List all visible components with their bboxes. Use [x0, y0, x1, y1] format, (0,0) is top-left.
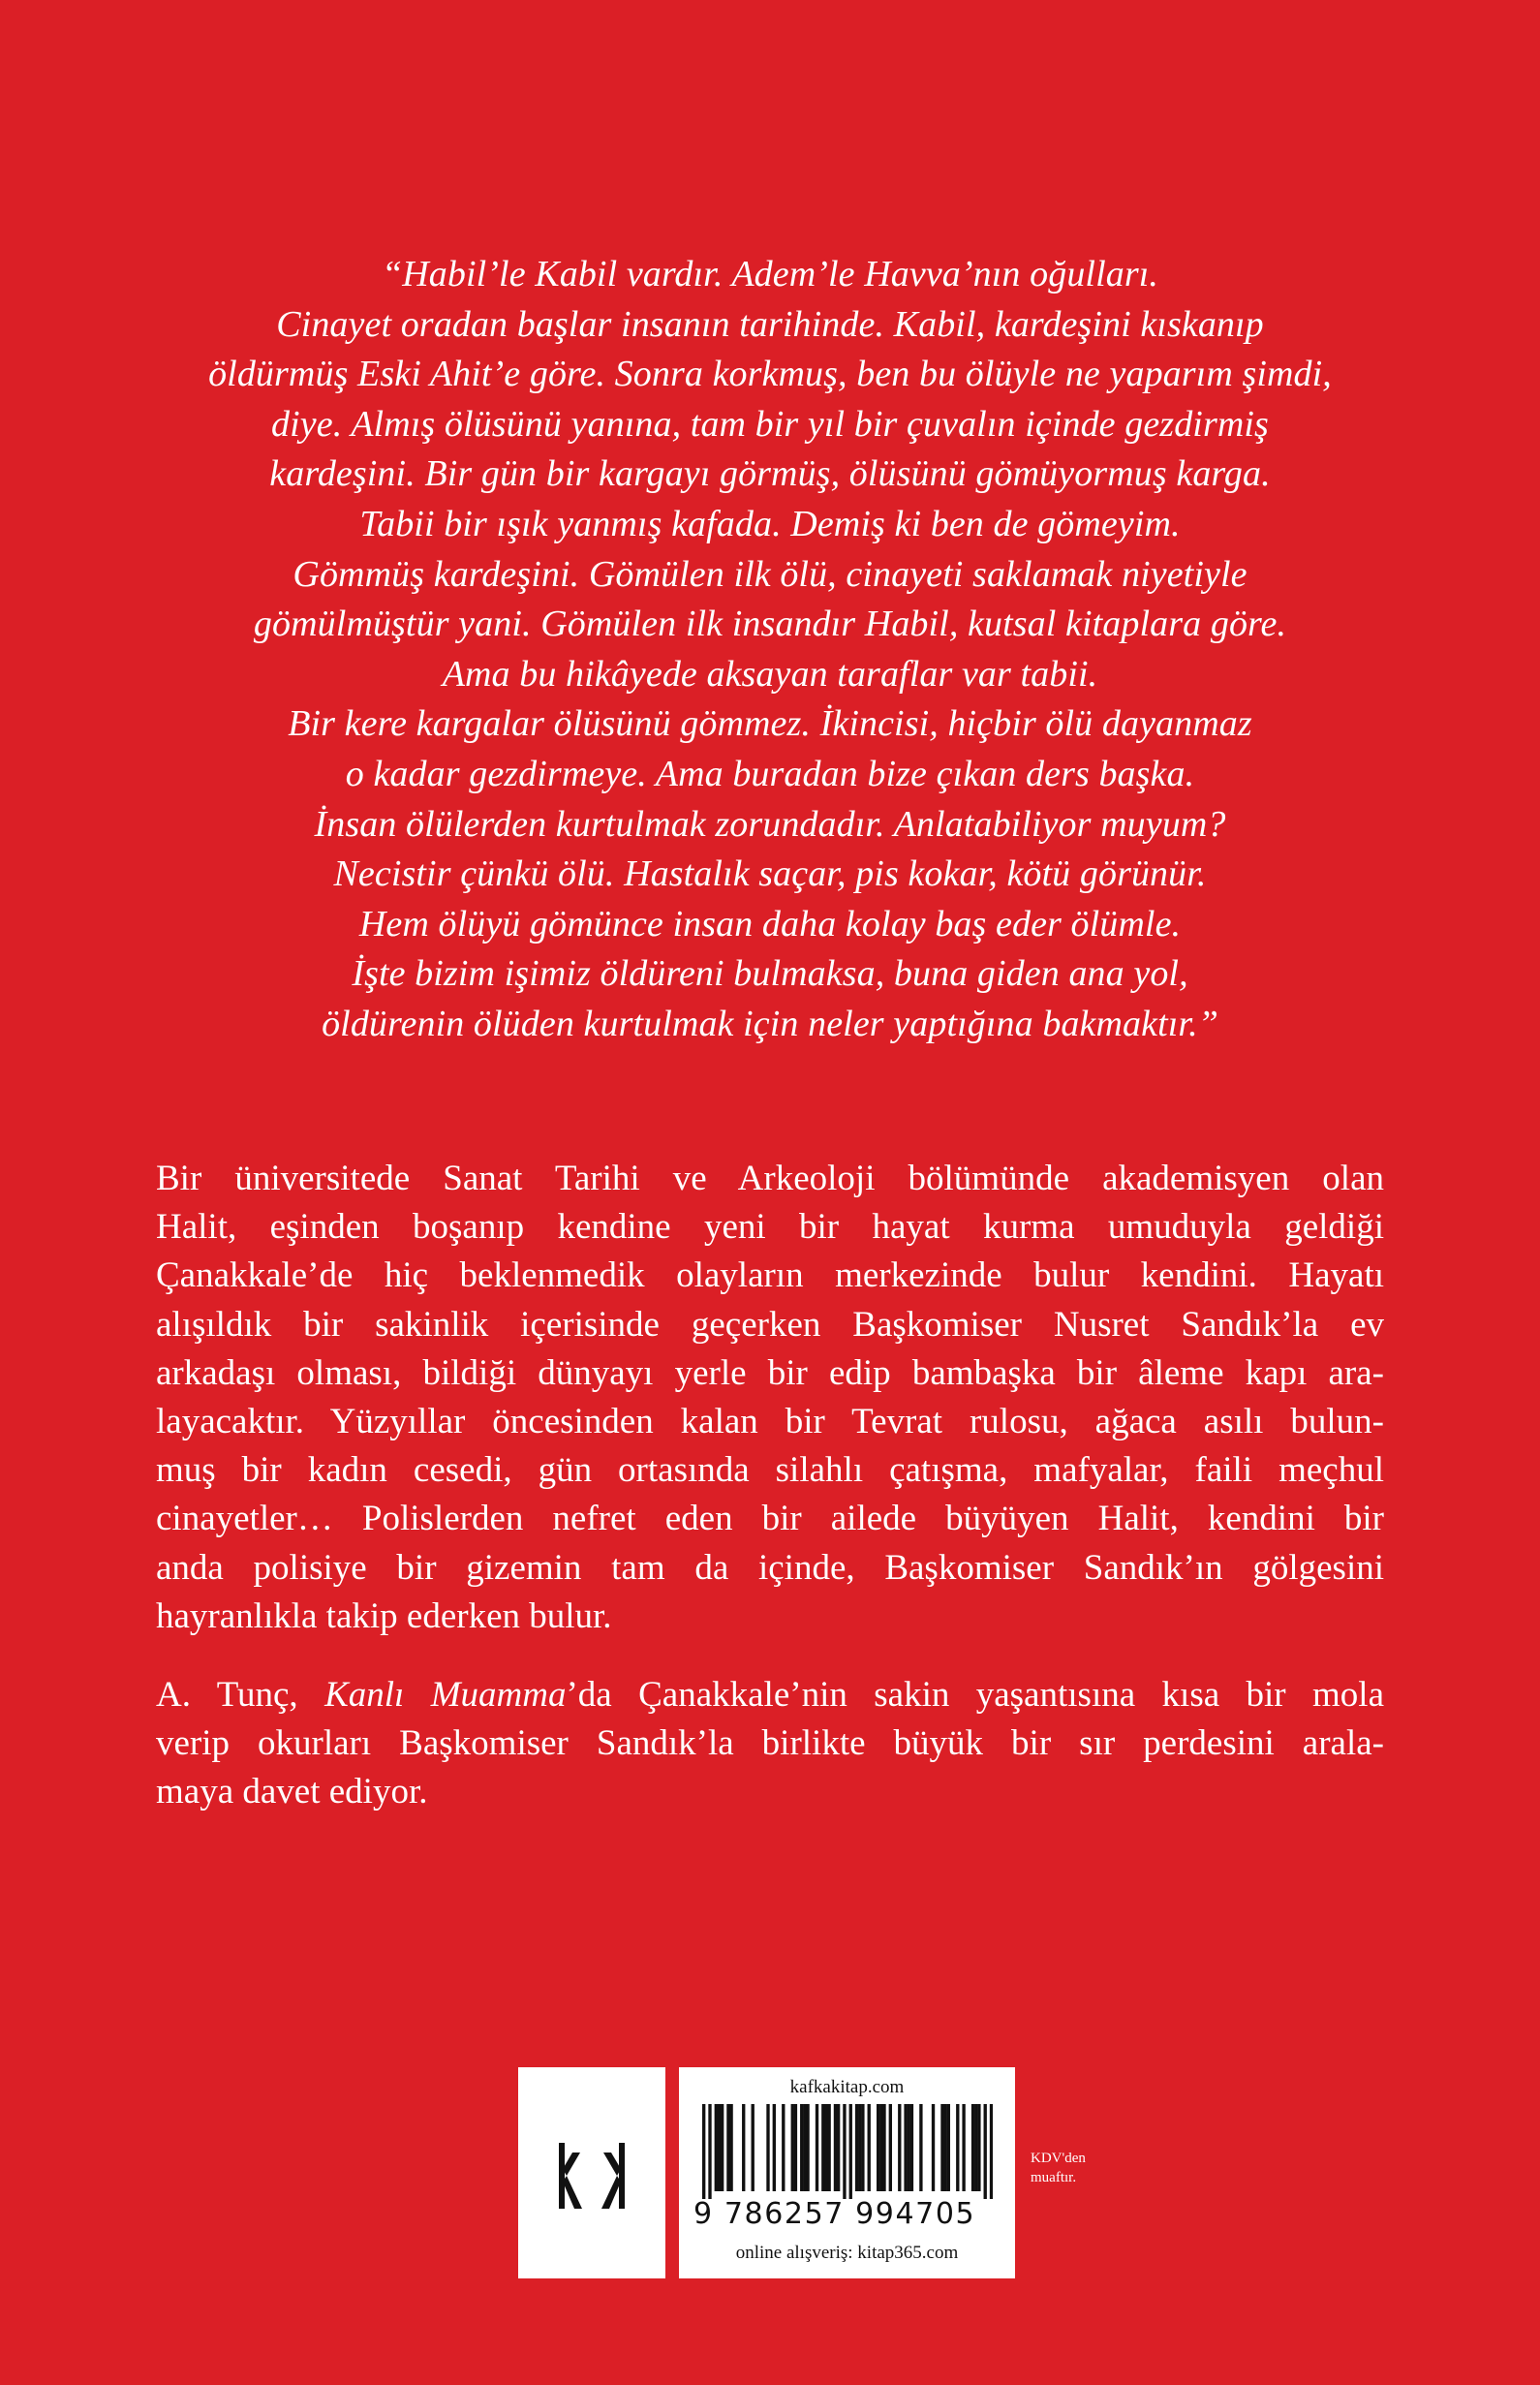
- back-cover-quote: [145, 250, 1395, 1050]
- quote-line: diye. Almış ölüsünü yanına, tam bir yıl bir çuvalın içinde gezdirmiş: [271, 403, 1269, 445]
- description-line: anda polisiye bir gizemin tam da içinde, Başkomiser Sandık’ın gölgesini: [156, 1547, 1384, 1588]
- quote-line: Ama bu hikâyede aksayan taraflar var tabii.: [442, 653, 1098, 695]
- barcode-bar: [721, 2104, 724, 2191]
- quote-line: öldürmüş Eski Ahit’e göre. Sonra korkmuş, ben bu ölüyle ne yaparım şimdi,: [208, 354, 1332, 395]
- barcode-bar: [932, 2104, 935, 2191]
- barcode-bar: [861, 2104, 864, 2191]
- barcode-bar: [858, 2104, 861, 2191]
- barcode-bar: [702, 2104, 705, 2199]
- book-description: [156, 1155, 1384, 1817]
- barcode-bar: [791, 2104, 794, 2191]
- barcode-bar: [816, 2104, 818, 2191]
- barcode-bar: [984, 2104, 987, 2199]
- quote-line: o kadar gezdirmeye. Ama buradan bize çıkan ders başka.: [345, 753, 1195, 794]
- barcode-bar: [843, 2104, 846, 2199]
- barcode-bar: [806, 2104, 809, 2191]
- quote-line: gömülmüştür yani. Gömülen ilk insandır Habil, kutsal kitaplara göre.: [253, 604, 1287, 645]
- barcode-bar: [834, 2104, 837, 2191]
- description-paragraph-1: [156, 1155, 1384, 1641]
- description-line: Bir üniversitede Sanat Tarihi ve Arkeoloji bölümünde akademisyen olan: [156, 1159, 1384, 1198]
- description-paragraph-2: [156, 1671, 1384, 1817]
- isbn-barcode: [702, 2104, 993, 2199]
- description-line: Çanakkale’de hiç beklenmedik olayların merkezinde bulur kendini. Hayatı: [156, 1255, 1384, 1296]
- isbn-panel: [679, 2067, 1015, 2278]
- barcode-bar: [910, 2104, 913, 2191]
- barcode-bar: [904, 2104, 907, 2191]
- quote-line: Cinayet oradan başlar insanın tarihinde. Kabil, kardeşini kıskanıp: [276, 303, 1264, 345]
- tax-line: muaftır.: [1031, 2170, 1077, 2185]
- barcode-bar: [715, 2104, 718, 2191]
- barcode-bar: [726, 2104, 729, 2191]
- description-line: cinayetler… Polislerden nefret eden bir ailede büyüyen Halit, kendini bir: [156, 1499, 1384, 1539]
- quote-line: öldürenin ölüden kurtulmak için neler yaptığına bakmaktır.”: [322, 1003, 1218, 1044]
- barcode-bar: [824, 2104, 827, 2191]
- barcode-bar: [821, 2104, 824, 2191]
- tax-exemption-note: [1031, 2149, 1086, 2187]
- publisher-logo: [518, 2067, 665, 2278]
- quote-line: Gömmüş kardeşini. Gömülen ilk ölü, cinayeti saklamak niyetiyle: [293, 553, 1247, 595]
- barcode-bar: [782, 2104, 785, 2191]
- description-line: verip okurları Başkomiser Sandık’la birlikte büyük bir sır perdesini arala-: [156, 1723, 1384, 1764]
- barcode-bar: [708, 2104, 711, 2199]
- barcode-bar: [919, 2104, 922, 2191]
- description-line: muş bir kadın cesedi, gün ortasında silahlı çatışma, mafyalar, faili meçhul: [156, 1450, 1384, 1491]
- isbn-number: 9 786257 994705: [693, 2197, 976, 2231]
- barcode-bar: [800, 2104, 803, 2191]
- barcode-bar: [729, 2104, 732, 2191]
- barcode-bar: [956, 2104, 959, 2191]
- book-title: Kanlı Muamma: [324, 1675, 567, 1716]
- barcode-bar: [943, 2104, 946, 2191]
- barcode-bar: [773, 2104, 776, 2191]
- publisher-website[interactable]: kafkakitap.com: [789, 2077, 905, 2097]
- kafka-kk-logo-icon: [518, 2067, 665, 2278]
- barcode-bar: [849, 2104, 852, 2199]
- barcode-bar: [898, 2104, 901, 2191]
- quote-line: İnsan ölülerden kurtulmak zorundadır. Anlatabiliyor muyum?: [314, 803, 1226, 845]
- barcode-bar: [742, 2104, 745, 2191]
- quote-line: Hem ölüyü gömünce insan daha kolay baş eder ölümle.: [358, 903, 1182, 945]
- description-line: hayranlıkla takip ederken bulur.: [156, 1595, 612, 1636]
- quote-line: İşte bizim işimiz öldüreni bulmaksa, buna giden ana yol,: [352, 953, 1188, 995]
- barcode-bar: [977, 2104, 980, 2191]
- barcode-bar: [990, 2104, 993, 2199]
- description-line: [156, 1671, 1384, 1719]
- author-name: A. Tunç,: [156, 1675, 325, 1716]
- barcode-bar: [889, 2104, 892, 2191]
- tax-line: KDV'den: [1031, 2151, 1086, 2166]
- barcode-bar: [827, 2104, 830, 2191]
- online-shop-link[interactable]: online alışveriş: kitap365.com: [735, 2243, 959, 2263]
- description-line: Halit, eşinden boşanıp kendine yeni bir hayat kurma umuduyla geldiği: [156, 1207, 1384, 1248]
- barcode-bar: [837, 2104, 840, 2191]
- barcode-bar: [908, 2104, 910, 2191]
- barcode-bar: [974, 2104, 977, 2191]
- barcode-bar: [940, 2104, 943, 2191]
- quote-line: Necistir çünkü ölü. Hastalık saçar, pis kokar, kötü görünür.: [333, 853, 1207, 895]
- description-line: arkadaşı olması, bildiği dünyayı yerle bir edip bambaşka bir âleme kapı ara-: [156, 1352, 1384, 1393]
- description-line: maya davet ediyor.: [156, 1772, 428, 1812]
- barcode-bar: [794, 2104, 797, 2191]
- quote-line: “Habil’le Kabil vardır. Adem’le Havva’nın oğulları.: [382, 254, 1158, 294]
- barcode-bar: [882, 2104, 885, 2191]
- barcode-bar: [879, 2104, 882, 2191]
- quote-line: Tabii bir ışık yanmış kafada. Demiş ki ben de gömeyim.: [359, 503, 1181, 544]
- barcode-bar: [971, 2104, 974, 2191]
- barcode-bar: [962, 2104, 965, 2191]
- barcode-bar: [947, 2104, 950, 2191]
- description-line: layacaktır. Yüzyıllar öncesinden kalan bir Tevrat rulosu, ağaca asılı bulun-: [156, 1402, 1384, 1442]
- description-line: alışıldık bir sakinlik içerisinde geçerken Başkomiser Nusret Sandık’la ev: [156, 1304, 1384, 1345]
- barcode-bar: [766, 2104, 769, 2191]
- barcode-bar: [718, 2104, 721, 2191]
- description-text: ’da Çanakkale’nin sakin yaşantısına kısa bir mola: [566, 1675, 1385, 1716]
- barcode-bar: [868, 2104, 871, 2191]
- barcode-bar: [855, 2104, 858, 2191]
- barcode-bar: [752, 2104, 755, 2191]
- quote-line: kardeşini. Bir gün bir kargayı görmüş, ölüsünü gömüyormuş karga.: [269, 453, 1271, 495]
- quote-line: Bir kere kargalar ölüsünü gömmez. İkincisi, hiçbir ölü dayanmaz: [288, 703, 1252, 745]
- barcode-bar: [803, 2104, 806, 2191]
- barcode-bar: [877, 2104, 879, 2191]
